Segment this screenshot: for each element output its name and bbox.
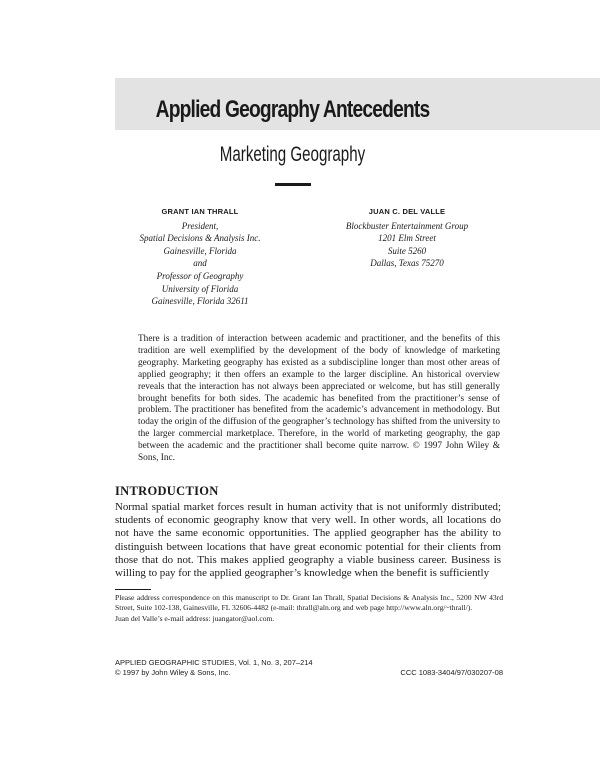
issn-code: CCC 1083-3404/97/030207-08 — [400, 668, 503, 677]
author-affiliation-line: Spatial Decisions & Analysis Inc. — [139, 233, 261, 244]
footnotes — [115, 593, 503, 624]
author-affiliation-line: Gainesville, Florida — [163, 245, 237, 256]
footnote-divider — [115, 589, 151, 590]
author-affiliation-line: Dallas, Texas 75270 — [370, 258, 444, 269]
author-affiliation-line: University of Florida — [161, 283, 239, 294]
introduction-paragraph: Normal spatial market forces result in human activity that is not uniformly distributed; students of economic geography know that very well. In other words, all locations do not have the same economic opportunities. The applied geographer has the ability to distinguish between locations that have great economic potential for their clients from those that do not. This makes applied geography a viable business career. Business is willing to pay for the applied geographer’s knowledge when the benefit is sufficiently — [115, 501, 501, 580]
article-subtitle: Marketing Geography — [219, 143, 366, 166]
author-name: GRANT IAN THRALL — [161, 207, 239, 216]
footnote-email: Juan del Valle’s e-mail address: juangator@aol.com. — [115, 613, 275, 623]
author-block-thrall — [100, 206, 300, 308]
abstract: There is a tradition of interaction between academic and practitioner, and the benefits of this tradition are well exemplified by the development of the body of knowledge of marketing geography. Marketing geography has existed as a subdiscipline longer than most other areas of applied geography; it then offers an example to the larger discipline. An historical overview reveals that the interaction has not always been appreciated or welcome, but has still generally brought benefits for both sides. The academic has benefited from the practitioner’s sense of problem. The practitioner has benefited from the academic’s advancement in methodology. But today the origin of the diffusion of the geographer’s technology has shifted from the university to the larger commercial marketplace. Therefore, in the world of marketing geography, the gap between the academic and the practitioner shall become quite narrow. © 1997 John Wiley & Sons, Inc. — [138, 334, 500, 464]
author-affiliation-line: Professor of Geography — [156, 270, 244, 281]
section-heading-introduction: INTRODUCTION — [115, 484, 219, 498]
copyright-line: © 1997 by John Wiley & Sons, Inc. — [115, 668, 231, 677]
author-name: JUAN C. DEL VALLE — [368, 207, 446, 216]
author-block-del-valle — [307, 206, 507, 270]
author-affiliation-line: 1201 Elm Street — [378, 233, 436, 244]
author-affiliation-line: and — [193, 258, 207, 269]
author-affiliation-line: Gainesville, Florida 32611 — [151, 296, 249, 307]
journal-citation: APPLIED GEOGRAPHIC STUDIES, Vol. 1, No. 3, 207–214 — [115, 658, 313, 667]
title-divider — [275, 183, 311, 186]
page-footer — [115, 658, 503, 678]
author-affiliation-line: Suite 5260 — [387, 245, 427, 256]
author-affiliation-line: Blockbuster Entertainment Group — [345, 220, 469, 231]
article-title: Applied Geography Antecedents — [155, 96, 430, 123]
author-affiliation-line: President, — [181, 220, 219, 231]
footnote-correspondence: Please address correspondence on this manuscript to Dr. Grant Ian Thrall, Spatial Decisions & Analysis Inc., 5200 NW 43rd Street, Suite 102-138, Gainesville, FL 32606-4482 (e-mail: thrall@aln.org and web page http://www.aln.org/~thrall/). — [115, 593, 503, 613]
